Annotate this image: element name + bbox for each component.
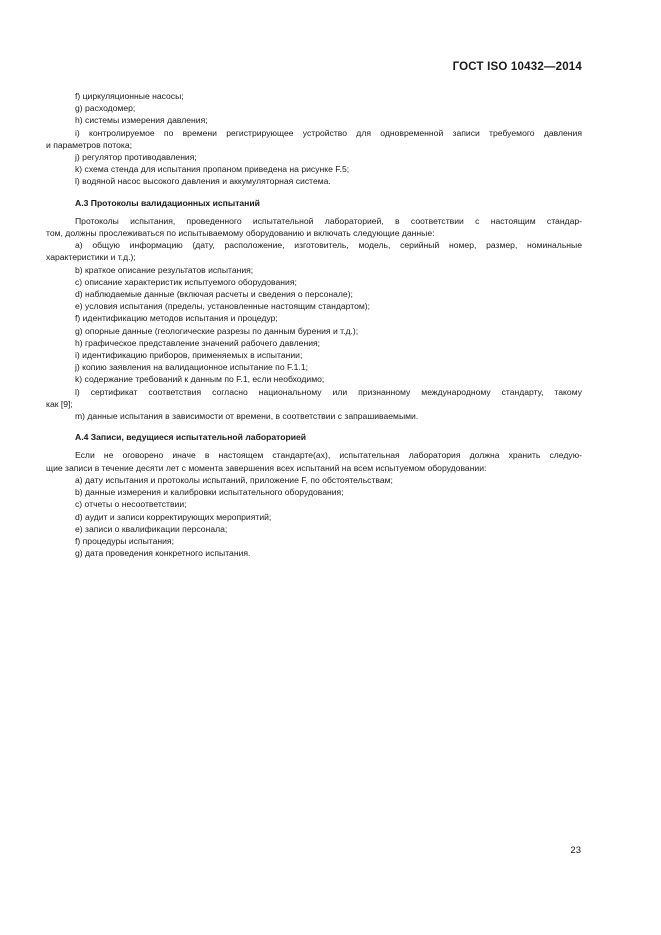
list-item: b) данные измерения и калибровки испытательного оборудования; [75, 487, 344, 498]
paragraph-line: Протоколы испытания, проведенного испытательной лабораторией, в соответствии с настоящим стандар- [75, 215, 582, 226]
list-item: m) данные испытания в зависимости от времени, в соответствии с запрашиваемыми. [75, 411, 419, 422]
list-item: j) регулятор противодавления; [75, 152, 197, 163]
list-item: c) описание характеристик испытуемого оборудования; [75, 276, 297, 287]
list-item: h) графическое представление значений рабочего давления; [75, 337, 321, 348]
section-heading-a3: А.3 Протоколы валидационных испытаний [75, 197, 260, 208]
list-item: l) сертификат соответствия согласно национальному или признанному международному стандарту, такому [75, 386, 582, 397]
list-item: k) схема стенда для испытания пропаном приведена на рисунке F.5; [75, 164, 350, 175]
section-heading-a4: А.4 Записи, ведущиеся испытательной лабораторией [75, 432, 307, 443]
list-item: f) идентификацию методов испытания и процедур; [75, 313, 278, 324]
list-item: h) системы измерения давления; [75, 115, 208, 126]
list-item: e) условия испытания (пределы, установленные настоящим стандартом); [75, 301, 371, 312]
list-item: d) аудит и записи корректирующих мероприятий; [75, 511, 272, 522]
list-item-continuation: как [9]; [46, 398, 73, 409]
list-item: a) общую информацию (дату, расположение, изготовитель, модель, серийный номер, размер, номинальные [75, 240, 582, 251]
list-item: g) опорные данные (геологические разрезы по данным бурения и т.д.); [75, 325, 359, 336]
list-item: c) отчеты о несоответствии; [75, 499, 187, 510]
page-number: 23 [570, 845, 581, 856]
list-item-continuation: и параметров потока; [46, 139, 133, 150]
list-item: g) дата проведения конкретного испытания. [75, 548, 251, 559]
list-item: i) идентификацию приборов, применяемых в испытании; [75, 350, 303, 361]
list-item: d) наблюдаемые данные (включая расчеты и сведения о персонале); [75, 289, 353, 300]
page-body [46, 90, 582, 559]
list-item-continuation: характеристики и т.д.); [46, 252, 136, 263]
list-item: l) водяной насос высокого давления и аккумуляторная система. [75, 176, 331, 187]
list-item: b) краткое описание результатов испытания; [75, 264, 254, 275]
list-item: a) дату испытания и протоколы испытаний, приложение F, по обстоятельствам; [75, 474, 393, 485]
list-item: i) контролируемое по времени регистрирующее устройство для одновременной записи требуемого давления [75, 127, 582, 138]
list-item: j) копию заявления на валидационное испытание по F.1.1; [75, 362, 309, 373]
list-item: f) циркуляционные насосы; [75, 91, 184, 101]
document-id-header: ГОСТ ISO 10432—2014 [452, 61, 582, 73]
paragraph-line: щие записи в течение десяти лет с момента завершения всех испытаний на всем испытуемом оборудовании: [46, 462, 487, 473]
list-item: g) расходомер; [75, 103, 136, 114]
list-item: f) процедуры испытания; [75, 535, 174, 546]
list-item: e) записи о квалификации персонала; [75, 523, 228, 534]
paragraph-line: том, должны прослеживаться по испытываемому оборудованию и включать следующие данные: [46, 228, 435, 239]
list-item: k) содержание требований к данным по F.1, если необходимо; [75, 374, 325, 385]
paragraph-line: Если не оговорено иначе в настоящем стандарте(ах), испытательная лаборатория должна хранить следую- [75, 450, 582, 461]
